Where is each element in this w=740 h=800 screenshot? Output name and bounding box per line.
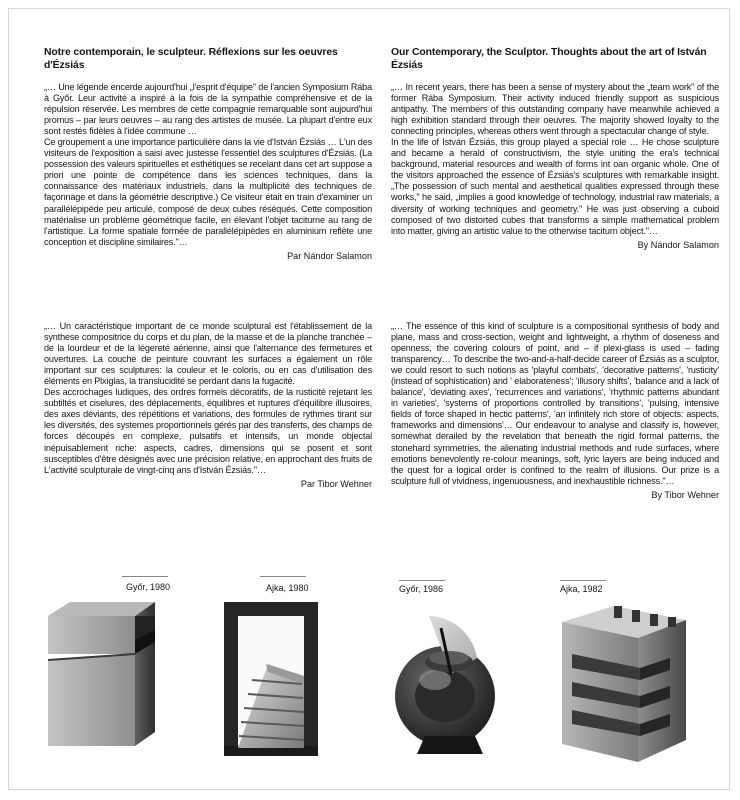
english-paragraph-2: In the life of István Ézsiás, this group played a special role … He chose sculpture and became a herald of constructivism, the style uniting the era's technical background, material resources and wealth of forms int oan organic whole. One of the visitors approached the essence of Ézsiás's sculptures with remarkable insight. „The possession of such mental and aesthetical qualities expressed through these works," he said, „implies a good knowledge of technology, industrial raw materials, a diversity of working techniques and geometry." He was just observing a cuboid composed of two distorted cubes that transforms a simple mathematical problem into matter, giving an artistic value to the otherwise taciturn object."… [391,137,719,236]
framed-fan-sculpture-icon [208,576,358,766]
split-cube-sculpture-icon [40,576,190,766]
french-section-2 [44,321,372,490]
french-title: Notre contemporain, le sculpteur. Réflexions sur les oeuvres d'Ézsiás [44,47,338,71]
english-byline-wehner: By Tibor Wehner [651,489,719,500]
figure-caption: Ajka, 1982 [560,584,603,594]
english-paragraph-3: „… The essence of this kind of sculpture is a compositional synthesis of body and plane, mass and cross-section, weight and lightweight, a rhythm of doseness and openness, the covering colours of point, and – if plexi-glass is used – fading transparency… To describe the two-and-a-half-decide career of Ézsiás as a sculptor, we could resort to such notions as 'playful combats', 'decorative patterns', 'rusticity' (instead of sophistication) and ' elaborateness'; 'illusory shifts', 'balance and a lack of balance', 'deviating axes', 'recurrences and variations', 'rhythmic patterns abundant in varieties', 'systems of proportions controlled by transitions', 'pulsing, intensive fields of force shaped in hectic patterns', 'an infinitely rich store of objects: aspects, frameworks and dimensions'… Our endeavour to analyse and classify is, however, somewhat derailed by the revelation that beneath the rigid formal patterns, the stonehard symmetries, the alienating industrial methods and rude surfaces, where emotions benevolently re-colour meanings, soft, lyric layers are being induced and the quest for a logical order is confined to the realm of illusions. Our prize is a sculpture full of vividness, ingenuousness, and inexhaustible richness."… [391,321,719,486]
figure-caption: Győr, 1986 [399,584,444,594]
english-column [391,46,719,251]
french-column [44,46,372,262]
grooved-block-sculpture-icon [548,576,698,766]
disc-sculpture-icon [385,576,535,766]
french-byline-salamon: Par Nándor Salamon [287,250,372,261]
english-section-2 [391,321,719,501]
french-paragraph-4: Des accrochages ludiques, des ordres formels décoratifs, de la rusticité rejetant les subtiltés et ciselures, des déplacements, équilibres et ruptures d'équilibre illusoires, des axes déviants, des répétitions et variations, des formules de rythmes tirant sur les diversités, des systemes proportionnels gérés par des transferts, des champs de forces découpés en complexe, pulsatifs et intensifs, un monde objectal inépuisablement riche: aspects, cadres, dimensions qui se posent et sont susceptibles d'être désignés avec une précision relative, en approchant des fruits de L'activité sculpturale de vingt-cinq ans d'István Ézsiás."… [44,387,372,475]
figure-gyor-1980 [40,576,190,766]
french-paragraph-1: „… Une légende encerde aujourd'hui „l'esprit d'équipe" de l'ancien Symposium Rába à Győr. Leur activité a inspiré à la fois de la sympathie compréhensive et de la répulsion réservée. Les membres de cette compagnie remarquable sont aujourd'hui promus – par leurs oeuvres – au rang des artistes de musée. La plupart d'entre eux sont restés fidèles à l'idée commune … [44,82,372,137]
figure-caption: Ajka, 1980 [266,583,309,593]
english-byline-salamon: By Nándor Salamon [637,239,719,250]
french-byline-wehner: Par Tibor Wehner [300,478,372,489]
french-paragraph-3: „… Un caractéristique important de ce monde sculptural est l'établissement de la synthese compositrice du corps et du plan, de la masse et de la planche tranchée – de la lourdeur et de la légereté aérienne, ainsi que l'alternance des fermetures et ouvertures. La couche de peinture couvrant les surfaces a également un rôle important sur ces sculptures: la couleur et le coloris, ou en cas d'utilisation des éléments en Plxiglas, la translucidité se perdant dans la fugacité. [44,321,372,387]
figure-ajka-1982 [548,576,698,766]
english-paragraph-1: „… In recent years, there has been a sense of mystery about the „team work" of the former Rába Symposium. Their activity induced friendly support as suspicious antipathy. The members of this outstanding company have meanwhile achieved a high exhibition standard through their oeuvres. The majority showed loyalty to the connecting principles, whereas others went through a spectacular change of style. [391,82,719,137]
figure-gyor-1986 [385,576,535,766]
figure-caption: Győr, 1980 [126,582,171,592]
figure-ajka-1980 [208,576,358,766]
english-title: Our Contemporary, the Sculptor. Thoughts about the art of István Ézsiás [391,47,707,71]
french-paragraph-2: Ce groupement a une importance particulière dans la vie d'István Ézsiás … L'un des visiteurs de l'exposition a saisi avec justesse l'essentiel des sculptures d'Ézsiás. (La possession des valeurs spirituelles et esthétiques se recelant dans cet art suppose a priori une pointe de compétence dans les sciences techniques, dans la connaissance des matériaux industriels, dans la multiplicité des techniques de façonnage et dans la géométrie descriptive.) Ce visiteur était en train d'examiner un parallélépipède peu articulé, composé de deux cubes réséqués. Cette composition matérialise un problème géométrique facile, en élevant l'objet taciturne au rang de l'artistique. La forme spatiale formée de parallélépipèdes en aluminium reflète une conception et discipline similaires."… [44,137,372,247]
